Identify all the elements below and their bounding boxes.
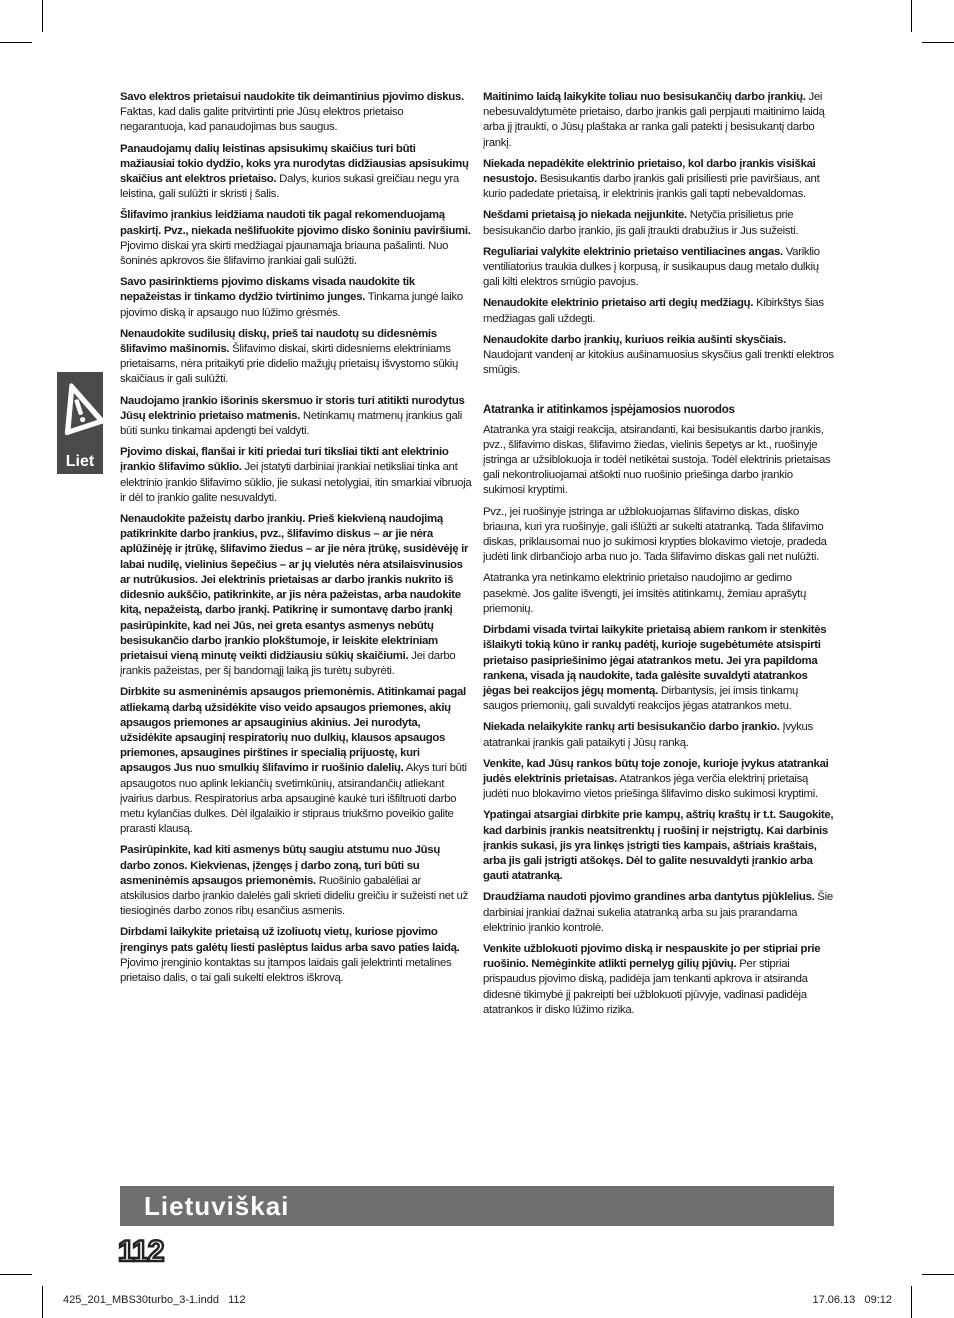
paragraph-bold-lead: Nenaudokite sudilusių diskų, prieš tai naudotų su didesnėmis šlifavimo mašinomis. [120,327,437,356]
paragraph-bold-lead: Pasirūpinkite, kad kiti asmenys būtų saugiu atstumu nuo Jūsų darbo zonos. Kiekvienas, įžengęs į darbo zoną, turi būti su asmeninėmis apsaugos priemonėmis. [120,844,440,887]
paragraph [483,245,835,291]
paragraph-text: Akys turi būti apsaugotos nuo aplink lekiančių svetimkūnių, atsirandančių atliekant įvairius darbus. Respiratorius arba apsauginė kaukė turi išfiltruoti darbo metu kylančias dulkes. Dėl ilgalaikio ir stipraus triukšmo poveikio galite prarasti klausą. [120,762,467,836]
paragraph-text: Variklio ventiliatorius traukia dulkes į korpusą, ir susikaupus daug metalo dulkių gali kilti elektros smūgio pavojus. [483,245,820,289]
paragraph-bold-lead: Nenaudokite pažeistų darbo įrankių. Prieš kiekvieną naudojimą patikrinkite darbo įrankius, pvz., šlifavimo diskus – ar jie nėra aplūžinėję ir įtrūkę, šlifavimo žiedus – ar jie nėra įtrūkę, susidėvėję ir labai nudilę, vielinius šepečius – ar jų vielutės nėra atsilaisvinusios ar nutrūkusios. Jei elektrinis prietaisas ar darbo įrankis nukrito iš didesnio aukščio, patikrinkite, ar jis nėra pažeistas, arba naudokite kitą, nepažeistą, darbo įrankį. Patikrinę ir sumontavę darbo įrankį pasirūpinkite, kad nei Jūs, nei greta esantys asmenys nebūtų besisukančio darbo įrankio plokštumoje, ir leiskite elektriniam prietaisui vieną minutę veikti didžiausiu sūkių skaičiumi. [120,513,469,662]
paragraph-bold-lead: Pjovimo diskai, flanšai ir kiti priedai turi tiksliai tikti ant elektrinio įrankio šlifavimo sūklio. [120,446,449,474]
paragraph [120,208,472,269]
paragraph-bold-lead: Dirbkite su asmeninėmis apsaugos priemonėmis. Atitinkamai pagal atliekamą darbą užsidėkite viso veido apsaugos priemones, akių apsaugos priemones ar apsauginius akinius. Jei nurodyta, užsidėkite apsauginį respiratorių nuo dulkių, klausos apsaugos priemones, apsaugines pirštines ir specialią prijuostę, kuri apsaugos Jus nuo smulkių šlifavimo ir ruošinio dalelių. [120,686,466,775]
footer-timestamp: 17.06.13 09:12 [812,1294,892,1306]
paragraph-text: Besisukantis darbo įrankis gali prisiliesti prie paviršiaus, ant kurio padedate prietaisą, ir elektrinis įrankis gali tapti nebevaldomas. [483,173,820,201]
paragraph-text: Netyčia prisilietus prie besisukančio darbo įrankio, jis gali įtraukti drabužius ir Jus sužeisti. [483,209,799,237]
crop-mark [922,42,954,43]
crop-mark [42,0,43,32]
paragraph-bold-lead: Panaudojamų dalių leistinas apsisukimų skaičius turi būti mažiausiai tokio dydžio, koks yra nurodytas didžiausias apsisukimų skaičius ant elektros prietaiso. [120,142,469,186]
crop-mark [911,1286,912,1318]
paragraph-bold-lead: Ypatingai atsargiai dirbkite prie kampų, aštrių kraštų ir t.t. Saugokite, kad darbinis įrankis neatsitrenktų į ruošinį ir neįstrigtų. Kai darbinis įrankis sukasi, jis yra linkęs įstrigti ties kampais, aštriais kraštais, arba jis gali įstrigti atšokęs. Dėl to galite nesuvaldyti įrankio arba gauti atatranką. [483,809,834,883]
paragraph [120,843,472,919]
paragraph [120,685,472,837]
paragraph [483,157,835,203]
paragraph [483,890,835,936]
paragraph [483,757,835,803]
paragraph-bold-lead: Savo pasirinktiems pjovimo diskams visada naudokite tik nepažeistas ir tinkamo dydžio tvirtinimo junges. [120,276,415,304]
paragraph [120,142,472,203]
paragraph [120,327,472,388]
warning-triangle-icon [57,374,103,444]
language-label: Liet [65,453,95,470]
paragraph-text: Atatranka yra netinkamo elektrinio prietaiso naudojimo ar gedimo pasekmė. Jos galite išvengti, jei imsitės atitinkamų, žemiau aprašytų priemonių. [483,572,807,615]
paragraph-text: Šie darbiniai įrankiai dažnai sukelia atatranką arba su jais prarandama elektrinio įrankio kontrolė. [483,891,833,934]
paragraph-bold-lead: Nenaudokite darbo įrankių, kuriuos reikia aušinti skysčiais. [483,333,786,346]
paragraph-text: Per stipriai prispaudus pjovimo diską, padidėja jam tenkanti apkrova ir atsiranda didesnė tikimybė jį pakreipti bei užblokuoti pjūvyje, vadinasi padidėja atatrankos ir disko lūžimo rizika. [483,958,808,1016]
left-column [120,90,472,992]
paragraph-text: Atatrankos jėga verčia elektrinį prietaisą judėti nuo blokavimo vietos priešinga šlifavimo disko sukimosi kryptimi. [483,772,818,801]
paragraph-text: Atatranka yra staigi reakcija, atsirandanti, kai besisukantis darbo įrankis, pvz., šlifavimo diskas, šlifavimo žiedas, vielinis šepetys ar kt., ruošinyje įstringa ar užsiblokuoja ir todėl netikėtai sustoja. Todėl elektrinis prietaisas gali nekontroliuojamai atšokti nuo ruošinio priešinga darbo įrankio sukimosi kryptimi. [483,423,831,497]
paragraph-bold-lead: Dirbdami laikykite prietaisą už izoliuotų vietų, kuriose pjovimo įrenginys pats galėtų liesti paslėptus laidus arba savo paties laidą. [120,926,460,954]
paragraph [483,571,835,617]
paragraph-bold-lead: Venkite užblokuoti pjovimo diską ir nespauskite jo per stipriai prie ruošinio. Nemėginkite atlikti pernelyg gilių pjūvių. [483,942,821,971]
language-banner [120,1186,834,1226]
paragraph [120,90,472,136]
paragraph [483,423,835,499]
paragraph-bold-lead: Naudojamo įrankio išorinis skersmuo ir storis turi atitikti nurodytus Jūsų elektrinio prietaiso matmenis. [120,394,465,422]
paragraph-text: Dalys, kurios sukasi greičiau negu yra leistina, gali sulūžti ir skristi į šalis. [120,173,459,201]
paragraph-bold-lead: Maitinimo laidą laikykite toliau nuo besisukančių darbo įrankių. [483,91,806,103]
paragraph [483,720,835,750]
right-column-bottom [483,423,835,1018]
paragraph-bold-lead: Niekada nelaikykite rankų arti besisukančio darbo įrankio. [483,721,780,734]
paragraph [120,394,472,440]
paragraph-text: Tinkama jungė laiko pjovimo diską ir apsaugo nuo lūžimo grėsmės. [120,291,463,319]
paragraph-text: Jei nebesuvaldytumėte prietaiso, darbo įrankis gali perpjauti maitinimo laidą arba jį įtraukti, o Jūsų plaštaka ar ranka gali patekti į besisukantį darbo įrankį. [483,91,825,149]
paragraph [483,623,835,714]
page-number: 112 [118,1235,164,1268]
paragraph-text: Faktas, kad dalis galite pritvirtinti prie Jūsų elektros prietaiso negarantuoja, kad panaudojimas bus saugus. [120,106,404,134]
right-column-top [483,90,835,378]
paragraph [120,925,472,986]
paragraph-text: Pvz., jei ruošinyje įstringa ar užblokuojamas šlifavimo diskas, disko briauna, kuri yra ruošinyje, gali išlūžti ar sukelti atatranką. Tada šlifavimo diskas, priklausomai nuo jo sukimosi krypties blokavimo vietoje, pradeda judėti link dirbančiojo arba nuo jo. Tada šlifavimo diskas gali net nulūžti. [483,505,827,564]
crop-mark [0,42,32,43]
paragraph [120,512,472,679]
paragraph-text: Naudojant vandenį ar kitokius aušinamuosius skysčius gali trenkti elektros smūgis. [483,349,834,377]
language-side-tab [57,372,103,474]
paragraph [483,208,835,238]
right-column [483,90,835,1024]
paragraph-text: Jei darbo įrankis pažeistas, per šį bandomąjį laiką jis turėtų subyrėti. [120,649,456,678]
paragraph [120,445,472,506]
crop-mark [911,0,912,32]
section-heading: Atatranka ir atitinkamos įspėjamosios nuorodos [483,403,735,417]
paragraph-bold-lead: Venkite, kad Jūsų rankos būtų toje zonoje, kurioje įvykus atatrankai judės elektrinis prietaisas. [483,757,829,785]
paragraph-bold-lead: Dirbdami visada tvirtai laikykite prietaisą abiem rankom ir stenkitės išlaikyti tokią kūno ir rankų padėtį, kurioje sugebėtumėte atsispirti prietaiso pasipriešinimo jėgai atatrankos metu. Jei yra papildoma rankena, visada ją naudokite, tada galėsite suvaldyti atatrankos jėgas bei reakcijos jėgų momentą. [483,624,827,697]
crop-mark [922,1274,954,1275]
paragraph [120,275,472,321]
paragraph [483,942,835,1018]
paragraph [483,808,835,884]
paragraph [483,505,835,566]
paragraph-bold-lead: Reguliariai valykite elektrinio prietaiso ventiliacines angas. [483,245,783,258]
banner-title: Lietuviškai [144,1191,290,1221]
paragraph-text: Pjovimo diskai yra skirti medžiagai pjaunamąja briauna pašalinti. Nuo šoninės apkrovos šie šlifavimo įrankiai gali sulūžti. [120,239,449,268]
paragraph-bold-lead: Nenaudokite elektrinio prietaiso arti degių medžiagų. [483,297,754,310]
paragraph-text: Ruošinio gabalėliai ar atskilusios darbo įrankio dalelės gali skrieti dideliu greičiu ir sužeisti net už tiesioginės darbo zonos ribų esančius asmenis. [120,874,468,918]
paragraph-text: Kibirkštys šias medžiagas gali uždegti. [483,297,824,325]
footer-file-info: 425_201_MBS30turbo_3-1.indd 112 [63,1294,246,1306]
paragraph-text: Pjovimo įrenginio kontaktas su įtampos laidais gali įelektrinti metalines prietaiso dalis, o tai gali sukelti elektros iškrovą. [120,956,452,984]
paragraph-bold-lead: Savo elektros prietaisui naudokite tik deimantinius pjovimo diskus. [120,91,464,103]
paragraph-text: Jei įstatyti darbiniai įrankiai netiksliai tinka ant elektrinio įrankio šlifavimo sūklio, jie sukasi netolygiai, itin smarkiai vibruoja ir dėl to įrankio galite nesuvaldyti. [120,461,472,504]
crop-mark [42,1286,43,1318]
paragraph-bold-lead: Nešdami prietaisą jo niekada neįjunkite. [483,209,687,222]
paragraph-text: Šlifavimo diskai, skirti didesniems elektriniams prietaisams, nėra pritaikyti prie didelio mažųjų prietaisų išvystomo sūkių skaičiaus ir gali sulūžti. [120,343,459,386]
paragraph-bold-lead: Draudžiama naudoti pjovimo grandines arba dantytus pjūklelius. [483,891,815,904]
paragraph-text: Netinkamų matmenų įrankius gali būti sunku tinkamai apdengti bei valdyti. [120,409,463,438]
paragraph-bold-lead: Niekada nepadėkite elektrinio prietaiso, kol darbo įrankis visiškai nesustojo. [483,157,816,186]
paragraph-text: Įvykus atatrankai įrankis gali pataikyti į Jūsų ranką. [483,721,813,749]
paragraph-bold-lead: Šlifavimo įrankius leidžiama naudoti tik pagal rekomenduojamą paskirtį. Pvz., niekada nešlifuokite pjovimo disko šoniniu paviršiumi. [120,209,471,237]
paragraph [483,90,835,151]
paragraph-text: Dirbantysis, jei imsis tinkamų saugos priemonių, gali suvaldyti reakcijos jėgas atatrankos metu. [483,684,799,713]
paragraph [483,333,835,379]
paragraph [483,296,835,326]
crop-mark [0,1274,32,1275]
